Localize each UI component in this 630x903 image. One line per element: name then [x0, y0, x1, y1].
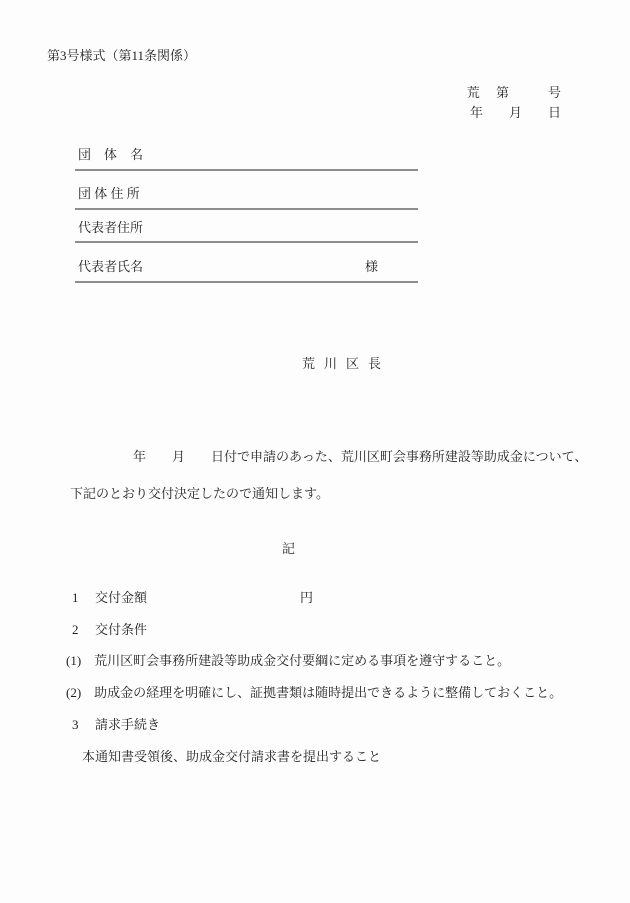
form-number-label: 第3号様式（第11条関係）: [47, 48, 197, 63]
honorific-sama: 様: [365, 259, 379, 274]
body-line-2: 下記のとおり交付決定したので通知します。: [70, 486, 329, 501]
claim-procedure-label: 請求手続き: [95, 717, 161, 732]
item-number: 2: [72, 622, 79, 637]
field-row-representative-name: [75, 250, 418, 283]
representative-address-label: 代表者住所: [78, 220, 144, 235]
field-row-representative-address: [75, 211, 418, 243]
organization-address-label: 団 体 住 所: [78, 186, 140, 201]
grant-conditions-label: 交付条件: [95, 622, 148, 637]
section-marker-ki: 記: [282, 541, 296, 556]
field-row-organization-name: [75, 138, 418, 171]
grant-amount-label: 交付金額: [95, 590, 148, 605]
sender-title-arakawa-mayor: 荒川区長: [302, 356, 391, 371]
condition-2: (2) 助成金の経理を明確にし、証拠書類は随時提出できるように整備しておくこと。: [66, 685, 563, 700]
representative-name-label: 代表者氏名: [78, 259, 144, 274]
item-number: 1: [72, 590, 79, 605]
organization-name-label: 団 体 名: [78, 147, 144, 162]
condition-1: (1) 荒川区町会事務所建設等助成金交付要綱に定める事項を遵守すること。: [66, 653, 511, 668]
date-line: 年 月 日: [469, 105, 561, 120]
notice-item-claim-procedure: [72, 714, 592, 733]
body-line-1: 年 月 日付で申請のあった、荒川区町会事務所建設等助成金について、: [133, 449, 588, 464]
claim-note: 本通知書受領後、助成金交付請求書を提出すること: [82, 749, 382, 764]
field-row-organization-address: [75, 177, 418, 210]
item-number: 3: [72, 717, 79, 732]
doc-number-line: 荒 第 号: [466, 85, 561, 100]
notice-item-grant-conditions: [72, 619, 592, 638]
document-header: [467, 83, 561, 123]
amount-unit-yen: 円: [300, 590, 314, 605]
notice-item-grant-amount: [72, 587, 592, 606]
